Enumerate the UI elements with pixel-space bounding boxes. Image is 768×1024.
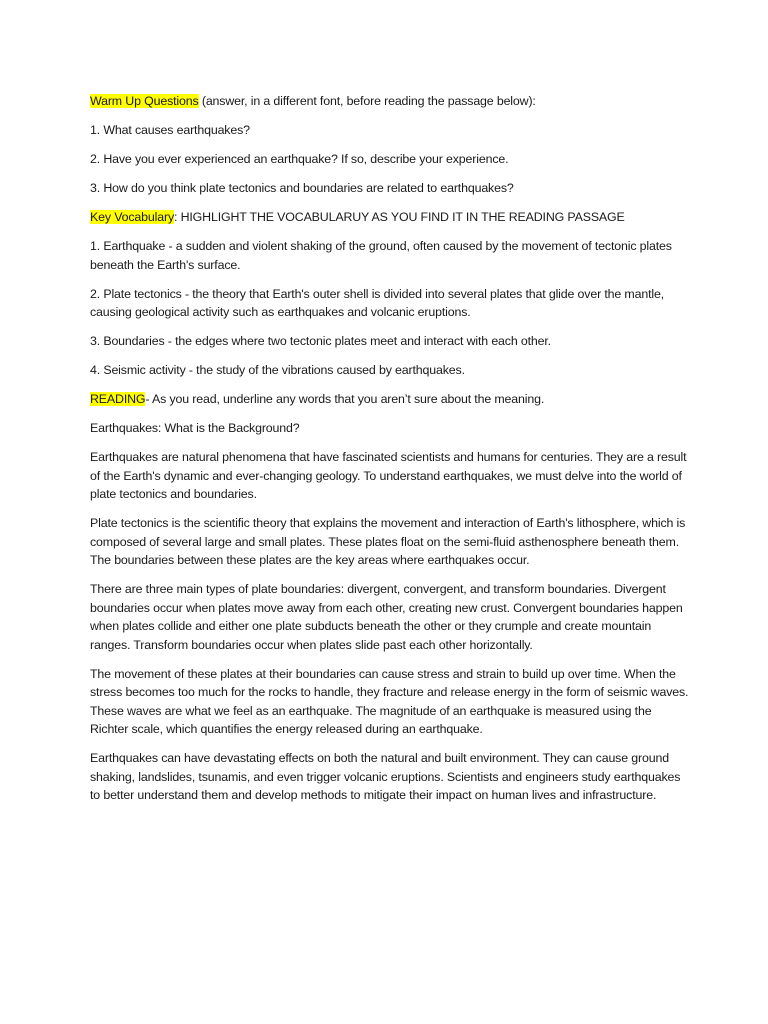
warmup-highlight: Warm Up Questions <box>90 94 199 108</box>
passage-paragraph-5: Earthquakes can have devastating effects on both the natural and built environment. They can cause ground shaking, landslides, tsunamis, and even trigger volcanic eruptions. Scientists and engineers study earthquakes to better understand them and develop methods to mitigate their impact on human lives and infrastructure. <box>90 751 681 802</box>
vocab-item-3: 3. Boundaries - the edges where two tectonic plates meet and interact with each other. <box>90 334 551 348</box>
passage-title: Earthquakes: What is the Background? <box>90 421 300 435</box>
vocab-item-4: 4. Seismic activity - the study of the vibrations caused by earthquakes. <box>90 363 465 377</box>
warmup-question-3: 3. How do you think plate tectonics and boundaries are related to earthquakes? <box>90 181 514 195</box>
reading-highlight: READING <box>90 392 146 406</box>
reading-heading <box>90 390 690 409</box>
warmup-question-2: 2. Have you ever experienced an earthquake? If so, describe your experience. <box>90 152 509 166</box>
vocab-item-1: 1. Earthquake - a sudden and violent shaking of the ground, often caused by the movement of tectonic plates beneath the Earth's surface. <box>90 239 672 272</box>
passage-paragraph-4: The movement of these plates at their boundaries can cause stress and strain to build up over time. When the stress becomes too much for the rocks to handle, they fracture and release energy in the form of seismic waves. These waves are what we feel as an earthquake. The magnitude of an earthquake is measured using the Richter scale, which quantifies the energy released during an earthquake. <box>90 666 689 736</box>
vocab-heading <box>90 208 690 227</box>
passage-paragraph-2: Plate tectonics is the scientific theory that explains the movement and interaction of Earth's lithosphere, which is composed of several large and small plates. These plates float on the semi-fluid asthenosphere beneath them. The boundaries between these plates are the key areas where earthquakes occur. <box>90 516 686 567</box>
vocab-instructions: : HIGHLIGHT THE VOCABULARUY AS YOU FIND IT IN THE READING PASSAGE <box>174 210 625 224</box>
passage-paragraph-1: Earthquakes are natural phenomena that have fascinated scientists and humans for centuries. They are a result of the Earth's dynamic and ever-changing geology. To understand earthquakes, we must delve into the world of plate tectonics and boundaries. <box>90 450 687 501</box>
document-page <box>90 92 690 815</box>
vocab-item-2: 2. Plate tectonics - the theory that Earth's outer shell is divided into several plates that glide over the mantle, causing geological activity such as earthquakes and volcanic eruptions. <box>90 286 664 319</box>
warmup-heading <box>90 92 690 111</box>
vocab-highlight: Key Vocabulary <box>90 210 174 224</box>
passage-paragraph-3: There are three main types of plate boundaries: divergent, convergent, and transform boundaries. Divergent boundaries occur when plates move away from each other, creating new crust. Convergent boundaries happen when plates collide and either one plate subducts beneath the other or they crumple and create mountain ranges. Transform boundaries occur when plates slide past each other horizontally. <box>90 582 683 652</box>
reading-instructions: - As you read, underline any words that you aren’t sure about the meaning. <box>145 392 545 406</box>
warmup-instructions: (answer, in a different font, before reading the passage below): <box>198 94 536 108</box>
warmup-question-1: 1. What causes earthquakes? <box>90 123 250 137</box>
